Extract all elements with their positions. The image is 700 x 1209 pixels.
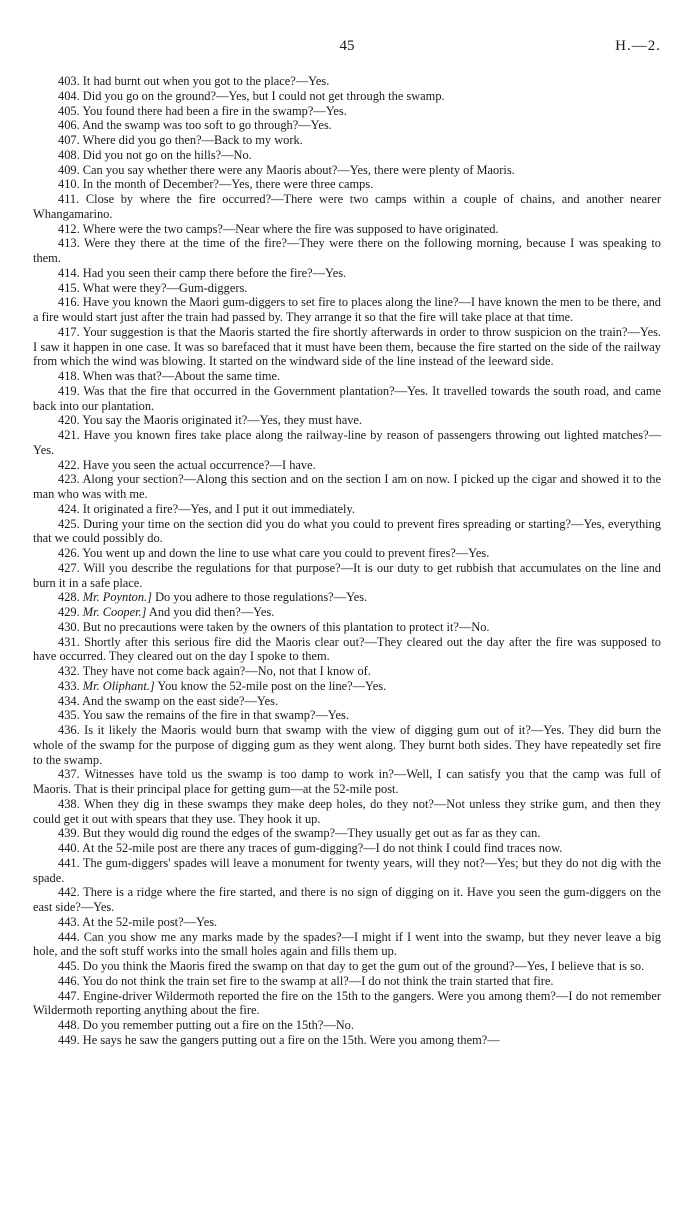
page-header [33,38,661,58]
question-number: 406. [58,118,80,133]
question-number: 447. [58,988,80,1003]
question-number: 416. [58,295,80,310]
question-number: 433. [58,678,80,693]
testimony-paragraph [33,177,661,192]
question-answer-text: During your time on the section did you do what you could to prevent fires spreading or starting?—Yes, everything that we could possibly do. [33,516,661,546]
question-answer-text: Can you say whether there were any Maoris about?—Yes, there were plenty of Maoris. [82,162,515,177]
testimony-paragraph [33,856,661,886]
testimony-paragraph [33,133,661,148]
testimony-paragraph [33,679,661,694]
testimony-paragraph [33,1033,661,1048]
question-answer-text: You saw the remains of the fire in that swamp?—Yes. [82,708,349,723]
question-answer-text: Shortly after this serious fire did the Maoris clear out?—They cleared out the day after the fire was supposed to have occurred. They cleared out on the day I spoke to them. [33,634,661,664]
question-answer-text: And the swamp was too soft to go through?—Yes. [82,118,332,133]
question-number: 409. [58,162,80,177]
question-number: 407. [58,133,80,147]
question-number: 430. [58,619,80,634]
question-answer-text: At the 52-mile post are there any traces of gum-digging?—I do not think I could find traces now. [82,841,563,855]
testimony-paragraph [33,723,661,767]
question-number: 441. [58,855,80,870]
question-number: 432. [58,664,80,678]
testimony-paragraph [33,989,661,1019]
testimony-paragraph [33,369,661,384]
testimony-paragraph [33,236,661,266]
question-answer-text: Do you think the Maoris fired the swamp on that day to get the gum out of the ground?—Yes, I believe that is so. [82,959,645,973]
question-answer-text: He says he saw the gangers putting out a fire on the 15th. Were you among them?— [82,1032,500,1047]
question-number: 442. [58,885,80,900]
testimony-paragraph [33,104,661,119]
question-number: 435. [58,708,80,723]
question-number: 404. [58,88,80,103]
speaker-name: Mr. Oliphant.] [82,678,155,693]
testimony-paragraph [33,281,661,296]
question-number: 443. [58,914,80,929]
question-number: 421. [58,428,80,442]
testimony-paragraph [33,472,661,502]
question-answer-text: The gum-diggers' spades will leave a monument for twenty years, will they not?—Yes; but they do not dig with the spade. [33,855,662,885]
testimony-paragraph [33,428,661,458]
question-answer-text: Have you seen the actual occurrence?—I have. [82,457,316,472]
question-answer-text: Do you remember putting out a fire on the 15th?—No. [82,1018,354,1032]
question-number: 431. [58,634,80,649]
testimony-paragraph [33,163,661,178]
question-answer-text: Is it likely the Maoris would burn that swamp with the view of digging gum out of it?—Yes. They did burn the whole of the swamp for the purpose of digging gum as they went along. They burnt both sides. They have repeatedly set fire to the swamp. [33,723,661,767]
question-answer-text: They have not come back again?—No, not that I know of. [82,664,371,678]
testimony-paragraph [33,192,661,222]
question-number: 439. [58,826,80,841]
question-number: 437. [58,767,80,782]
testimony-paragraph [33,767,661,797]
question-number: 428. [58,590,80,605]
testimony-paragraph [33,974,661,989]
question-number: 415. [58,280,80,295]
question-answer-text: When was that?—About the same time. [82,369,281,383]
question-number: 449. [58,1032,80,1047]
question-number: 419. [58,383,80,398]
question-number: 438. [58,796,80,811]
question-number: 425. [58,516,80,531]
question-answer-text: What were they?—Gum-diggers. [82,280,248,295]
testimony-paragraph [33,694,661,709]
testimony-paragraph [33,384,661,414]
testimony-paragraph [33,325,661,369]
testimony-paragraph [33,959,661,974]
question-answer-text: Along your section?—Along this section and on the section I am on now. I picked up the cigar and showed it to the man who was with me. [33,472,662,501]
question-answer-text: You say the Maoris originated it?—Yes, they must have. [82,413,363,428]
question-answer-text: Where did you go then?—Back to my work. [82,133,303,147]
question-answer-text: Will you describe the regulations for that purpose?—It is our duty to get rubbish that accumulates on the line and burn it in a safe place. [33,560,661,590]
question-answer-text: Were they there at the time of the fire?—They were there on the following morning, because I was speaking to them. [33,236,661,265]
testimony-paragraph [33,118,661,133]
question-answer-text: Do you adhere to those regulations?—Yes. [155,590,368,605]
question-number: 440. [58,841,80,855]
question-answer-text: And the swamp on the east side?—Yes. [82,693,279,708]
question-answer-text: Close by where the fire occurred?—There were two camps within a couple of chains, and another nearer Whangamarino. [33,192,661,221]
question-number: 424. [58,501,80,516]
question-number: 446. [58,973,80,988]
question-number: 411. [58,192,80,206]
testimony-paragraph [33,266,661,281]
question-number: 422. [58,457,80,472]
question-number: 444. [58,929,80,944]
question-answer-text: At the 52-mile post?—Yes. [82,914,218,929]
question-answer-text: You went up and down the line to use what care you could to prevent fires?—Yes. [82,546,490,560]
page-number: 45 [339,38,355,54]
question-answer-text: You do not think the train set fire to the swamp at all?—I do not think the train started that fire. [82,973,554,988]
question-answer-text: When they dig in these swamps they make deep holes, do they not?—Not unless they strike gum, and then they could get it out with spears that they use. They hook it up. [33,796,661,826]
question-number: 429. [58,605,80,619]
question-number: 436. [58,723,80,737]
testimony-paragraph [33,797,661,827]
testimony-paragraph [33,664,661,679]
question-number: 412. [58,221,80,236]
question-answer-text: Did you go on the ground?—Yes, but I could not get through the swamp. [82,88,445,103]
testimony-paragraph [33,222,661,237]
testimony-paragraph [33,517,661,547]
testimony-paragraph [33,885,661,915]
question-number: 426. [58,546,80,560]
question-answer-text: But no precautions were taken by the owners of this plantation to protect it?—No. [82,619,490,634]
question-number: 403. [58,74,80,88]
question-answer-text: It had burnt out when you got to the place?—Yes. [82,74,330,88]
question-answer-text: Can you show me any marks made by the spades?—I might if I went into the swamp, but they never leave a big hole, and the soft stuff works into the small holes again and fills them up. [33,929,661,959]
question-number: 448. [58,1018,80,1032]
question-answer-text: Witnesses have told us the swamp is too damp to work in?—Well, I can satisfy you that the camp was full of Maoris. That is their principal place for getting gum—at the 52-mile post. [33,767,662,796]
question-answer-text: You found there had been a fire in the swamp?—Yes. [82,103,347,118]
testimony-paragraph [33,89,661,104]
speaker-name: Mr. Cooper.] [82,605,147,619]
testimony-body [33,74,661,1048]
question-answer-text: In the month of December?—Yes, there were three camps. [82,177,374,192]
speaker-name: Mr. Poynton.] [82,590,152,605]
question-answer-text: Where were the two camps?—Near where the fire was supposed to have originated. [82,221,499,236]
question-number: 405. [58,103,80,118]
testimony-paragraph [33,502,661,517]
question-number: 420. [58,413,80,428]
question-answer-text: Have you known fires take place along the railway-line by reason of passengers throwing out lighted matches?—Yes. [33,428,661,457]
document-page [33,38,661,1048]
question-answer-text: You know the 52-mile post on the line?—Yes. [157,678,387,693]
testimony-paragraph [33,620,661,635]
testimony-paragraph [33,605,661,620]
testimony-paragraph [33,635,661,665]
testimony-paragraph [33,841,661,856]
testimony-paragraph [33,826,661,841]
testimony-paragraph [33,148,661,163]
testimony-paragraph [33,1018,661,1033]
question-number: 414. [58,265,80,280]
question-number: 410. [58,177,80,192]
question-answer-text: Was that the fire that occurred in the Government plantation?—Yes. It travelled towards the south road, and came back into our plantation. [33,383,662,413]
question-answer-text: And you did then?—Yes. [148,605,275,619]
question-answer-text: Engine-driver Wildermoth reported the fire on the 15th to the gangers. Were you among them?—I do not remember Wildermoth reporting anything about the fire. [33,988,661,1018]
testimony-paragraph [33,458,661,473]
testimony-paragraph [33,590,661,605]
testimony-paragraph [33,561,661,591]
question-answer-text: Had you seen their camp there before the fire?—Yes. [82,265,347,280]
testimony-paragraph [33,546,661,561]
question-number: 434. [58,693,80,708]
question-answer-text: But they would dig round the edges of the swamp?—They usually get out as far as they can. [82,826,541,841]
question-answer-text: Have you known the Maori gum-diggers to set fire to places along the line?—I have known the men to be there, and a fire would start just after the train had passed by. They arrange it so that the fire will take place at that time. [33,295,661,324]
testimony-paragraph [33,413,661,428]
question-number: 417. [58,324,80,339]
question-answer-text: It originated a fire?—Yes, and I put it out immediately. [82,501,355,516]
testimony-paragraph [33,915,661,930]
question-number: 423. [58,472,80,487]
question-number: 418. [58,369,80,383]
question-number: 408. [58,147,80,162]
testimony-paragraph [33,74,661,89]
document-reference: H.—2. [615,38,661,54]
testimony-paragraph [33,930,661,960]
testimony-paragraph [33,708,661,723]
question-answer-text: Did you not go on the hills?—No. [82,147,252,162]
question-answer-text: Your suggestion is that the Maoris started the fire shortly afterwards in order to throw suspicion on the train?—Yes. I saw it happen in one case. It was so barefaced that it must have been them, because the fire started on the side of the railway from which the wind was blowing. It started on the windward side of the line instead of the leeward side. [33,324,661,369]
question-number: 445. [58,959,80,973]
question-number: 427. [58,560,80,575]
testimony-paragraph [33,295,661,325]
question-number: 413. [58,236,80,251]
question-answer-text: There is a ridge where the fire started, and there is no sign of digging on it. Have you seen the gum-diggers on the east side?—Yes. [33,885,661,914]
